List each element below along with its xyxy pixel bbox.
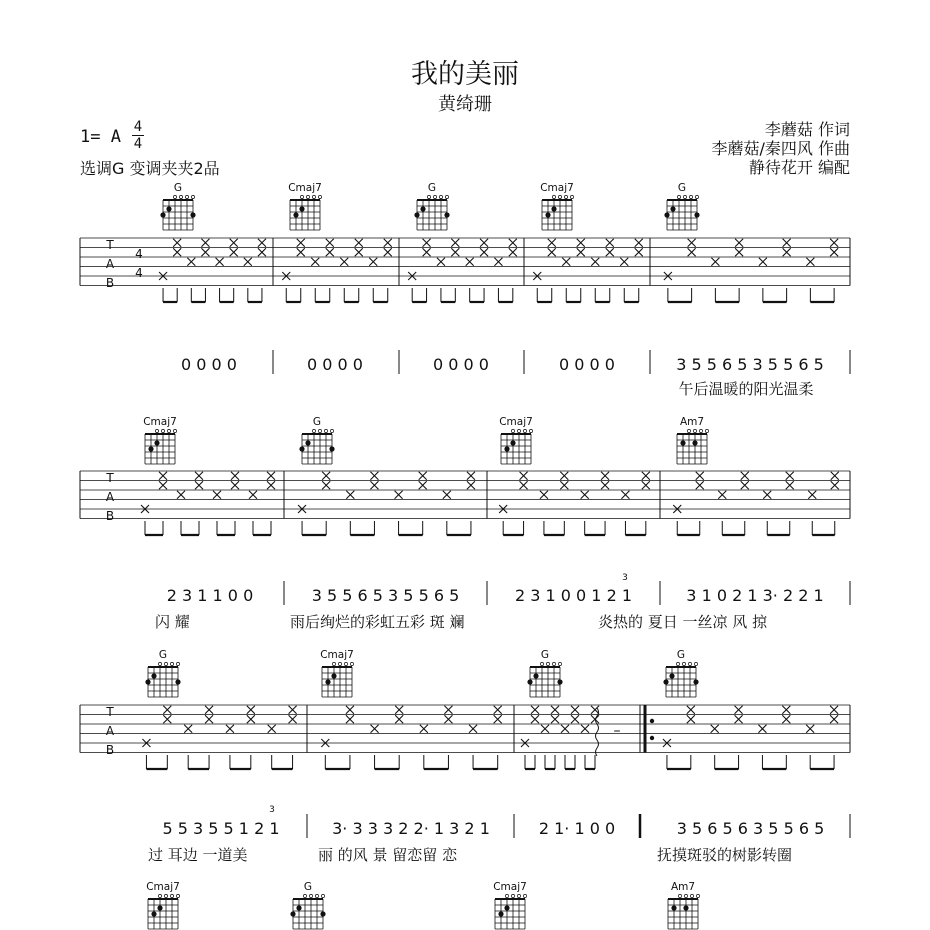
finger-dot <box>148 446 153 451</box>
open-string-mark <box>158 894 161 897</box>
open-string-mark <box>523 429 526 432</box>
open-string-mark <box>155 429 158 432</box>
open-string-mark <box>173 195 176 198</box>
jianpu-measure: 0 0 0 0 <box>181 355 237 374</box>
key-label: 1= A <box>80 127 121 147</box>
finger-dot <box>694 212 699 217</box>
open-string-mark <box>344 662 347 665</box>
open-string-mark <box>179 195 182 198</box>
open-string-mark <box>439 195 442 198</box>
lyrics-line: 闪 耀 <box>155 613 190 631</box>
finger-dot <box>420 206 425 211</box>
finger-dot <box>545 212 550 217</box>
open-string-mark <box>523 894 526 897</box>
finger-dot <box>663 679 668 684</box>
open-string-mark <box>570 195 573 198</box>
open-string-mark <box>300 195 303 198</box>
chord-name: Am7 <box>670 881 696 893</box>
open-string-mark <box>164 662 167 665</box>
open-string-mark <box>332 662 335 665</box>
finger-dot <box>151 911 156 916</box>
open-string-mark <box>684 894 687 897</box>
open-string-mark <box>185 195 188 198</box>
open-string-mark <box>529 429 532 432</box>
chord-name: Cmaj7 <box>146 881 180 893</box>
jianpu-measure: 2 3 1 0 0 1 2 1 <box>514 586 633 605</box>
chord-name: Cmaj7 <box>493 881 527 893</box>
tab-clef-a: A <box>105 257 115 271</box>
open-string-mark <box>695 195 698 198</box>
finger-dot <box>504 446 509 451</box>
time-bottom: 4 <box>133 136 143 152</box>
open-string-mark <box>324 429 327 432</box>
chord-diagram <box>320 649 354 697</box>
finger-dot <box>664 212 669 217</box>
open-string-mark <box>427 195 430 198</box>
finger-dot <box>151 673 156 678</box>
singer-name: 黄绮珊 <box>438 94 492 115</box>
open-string-mark <box>176 894 179 897</box>
lyrics-line: 抚摸斑驳的树影转圈 <box>657 846 793 864</box>
chord-diagram <box>290 881 325 929</box>
chord-diagram <box>414 182 449 230</box>
jianpu-measure: 3 5 5 6 5 3 5 5 6 5 <box>311 586 460 605</box>
open-string-mark <box>191 195 194 198</box>
open-string-mark <box>564 195 567 198</box>
open-string-mark <box>511 894 514 897</box>
finger-dot <box>320 911 325 916</box>
open-string-mark <box>511 429 514 432</box>
chord-diagram <box>160 182 195 230</box>
jianpu-measure: 0 0 0 0 <box>307 355 363 374</box>
open-string-mark <box>552 195 555 198</box>
chord-name: G <box>676 649 686 661</box>
chord-name: G <box>312 416 322 428</box>
open-string-mark <box>350 662 353 665</box>
jianpu-measure: 5 5 3 5 5 1 2 1 <box>162 819 280 838</box>
open-string-mark <box>321 894 324 897</box>
chord-diagram <box>493 881 527 929</box>
composer: 李蘑菇/秦四风 作曲 <box>711 139 850 158</box>
rest-mark: – <box>613 723 621 739</box>
time-top: 4 <box>133 119 143 135</box>
open-string-mark <box>303 894 306 897</box>
capo-info: 选调G 变调夹夹2品 <box>80 159 220 178</box>
triplet-mark: 3 <box>269 805 275 815</box>
chord-diagram <box>540 182 574 230</box>
open-string-mark <box>505 894 508 897</box>
finger-dot <box>166 206 171 211</box>
finger-dot <box>693 679 698 684</box>
open-string-mark <box>678 894 681 897</box>
finger-dot <box>669 673 674 678</box>
open-string-mark <box>445 195 448 198</box>
chord-name: Cmaj7 <box>540 182 574 194</box>
open-string-mark <box>315 894 318 897</box>
tab-clef-b: B <box>105 509 115 523</box>
open-string-mark <box>690 894 693 897</box>
open-string-mark <box>546 662 549 665</box>
chord-name: G <box>158 649 168 661</box>
repeat-dot <box>650 736 654 740</box>
open-string-mark <box>330 429 333 432</box>
finger-dot <box>290 911 295 916</box>
jianpu-measure: 3 1 0 2 1 3· 2 2 1 <box>686 586 824 605</box>
chord-diagram <box>145 649 180 697</box>
chord-name: G <box>427 182 437 194</box>
open-string-mark <box>164 894 167 897</box>
open-string-mark <box>312 195 315 198</box>
repeat-dot <box>650 719 654 723</box>
chord-name: Cmaj7 <box>288 182 322 194</box>
finger-dot <box>305 440 310 445</box>
open-string-mark <box>705 429 708 432</box>
finger-dot <box>325 679 330 684</box>
jianpu-measure: 2 3 1 1 0 0 <box>166 586 254 605</box>
lyrics-line: 丽 的风 景 留恋留 恋 <box>318 846 458 864</box>
finger-dot <box>190 212 195 217</box>
open-string-mark <box>558 662 561 665</box>
tab-clef-a: A <box>105 724 115 738</box>
finger-dot <box>145 679 150 684</box>
open-string-mark <box>517 429 520 432</box>
finger-dot <box>527 679 532 684</box>
open-string-mark <box>683 195 686 198</box>
open-string-mark <box>173 429 176 432</box>
finger-dot <box>299 206 304 211</box>
open-string-mark <box>318 195 321 198</box>
chord-diagram <box>146 881 180 929</box>
finger-dot <box>557 679 562 684</box>
finger-dot <box>671 905 676 910</box>
open-string-mark <box>682 662 685 665</box>
open-string-mark <box>161 429 164 432</box>
arranger: 静待花开 编配 <box>748 158 850 177</box>
chord-name: G <box>540 649 550 661</box>
open-string-mark <box>677 195 680 198</box>
chord-name: Cmaj7 <box>143 416 177 428</box>
open-string-mark <box>676 662 679 665</box>
finger-dot <box>504 905 509 910</box>
open-string-mark <box>699 429 702 432</box>
tab-time-bottom: 4 <box>135 266 143 280</box>
finger-dot <box>692 440 697 445</box>
open-string-mark <box>696 894 699 897</box>
finger-dot <box>414 212 419 217</box>
finger-dot <box>157 905 162 910</box>
open-string-mark <box>693 429 696 432</box>
chord-diagram <box>664 182 699 230</box>
chord-name: G <box>677 182 687 194</box>
chord-name: G <box>303 881 313 893</box>
chord-diagram <box>288 182 322 230</box>
lyrics-line: 午后温暖的阳光温柔 <box>678 380 814 398</box>
open-string-mark <box>689 195 692 198</box>
open-string-mark <box>167 429 170 432</box>
chord-diagram <box>527 649 562 697</box>
open-string-mark <box>306 195 309 198</box>
tab-clef-t: T <box>106 471 114 485</box>
jianpu-measure: 0 0 0 0 <box>559 355 615 374</box>
chord-diagram <box>668 881 700 929</box>
open-string-mark <box>170 662 173 665</box>
chord-diagram <box>143 416 177 464</box>
finger-dot <box>670 206 675 211</box>
finger-dot <box>510 440 515 445</box>
open-string-mark <box>309 894 312 897</box>
chord-name: Am7 <box>679 416 705 428</box>
tab-clef-b: B <box>105 743 115 757</box>
open-string-mark <box>552 662 555 665</box>
tab-time-top: 4 <box>135 247 143 261</box>
open-string-mark <box>433 195 436 198</box>
finger-dot <box>296 905 301 910</box>
chord-name: G <box>173 182 183 194</box>
chord-name: Cmaj7 <box>499 416 533 428</box>
open-string-mark <box>338 662 341 665</box>
finger-dot <box>533 673 538 678</box>
lyrics-line: 炎热的 夏日 一丝凉 风 掠 <box>598 613 768 631</box>
open-string-mark <box>176 662 179 665</box>
tab-clef-t: T <box>106 238 114 252</box>
jianpu-measure: 3 5 5 6 5 3 5 5 6 5 <box>676 355 824 374</box>
open-string-mark <box>558 195 561 198</box>
lyrics-line: 过 耳边 一道美 <box>148 846 248 864</box>
finger-dot <box>444 212 449 217</box>
jianpu-measure: 3 5 6 5 6 3 5 5 6 5 <box>676 819 825 838</box>
jianpu-measure: 2 1· 1 0 0 <box>538 819 616 838</box>
finger-dot <box>551 206 556 211</box>
lyrics-line: 雨后绚烂的彩虹五彩 斑 斓 <box>290 613 465 631</box>
chord-name: Cmaj7 <box>320 649 354 661</box>
open-string-mark <box>312 429 315 432</box>
tab-clef-b: B <box>105 276 115 290</box>
finger-dot <box>175 679 180 684</box>
chord-diagram <box>663 649 698 697</box>
open-string-mark <box>694 662 697 665</box>
open-string-mark <box>517 894 520 897</box>
chord-diagram <box>499 416 533 464</box>
arpeggio-mark <box>596 708 599 756</box>
open-string-mark <box>170 894 173 897</box>
finger-dot <box>683 905 688 910</box>
finger-dot <box>160 212 165 217</box>
finger-dot <box>331 673 336 678</box>
lyricist: 李蘑菇 作词 <box>764 120 850 139</box>
open-string-mark <box>540 662 543 665</box>
finger-dot <box>293 212 298 217</box>
chord-diagram <box>677 416 709 464</box>
triplet-mark: 3 <box>622 573 628 583</box>
open-string-mark <box>687 429 690 432</box>
open-string-mark <box>688 662 691 665</box>
song-title: 我的美丽 <box>411 59 519 90</box>
jianpu-measure: 3· 3 3 3 2 2· 1 3 2 1 <box>332 819 490 838</box>
tab-clef-a: A <box>105 490 115 504</box>
open-string-mark <box>318 429 321 432</box>
jianpu-measure: 0 0 0 0 <box>433 355 489 374</box>
finger-dot <box>299 446 304 451</box>
open-string-mark <box>158 662 161 665</box>
finger-dot <box>680 440 685 445</box>
finger-dot <box>329 446 334 451</box>
chord-diagram <box>299 416 334 464</box>
finger-dot <box>154 440 159 445</box>
tab-clef-t: T <box>106 705 114 719</box>
finger-dot <box>498 911 503 916</box>
